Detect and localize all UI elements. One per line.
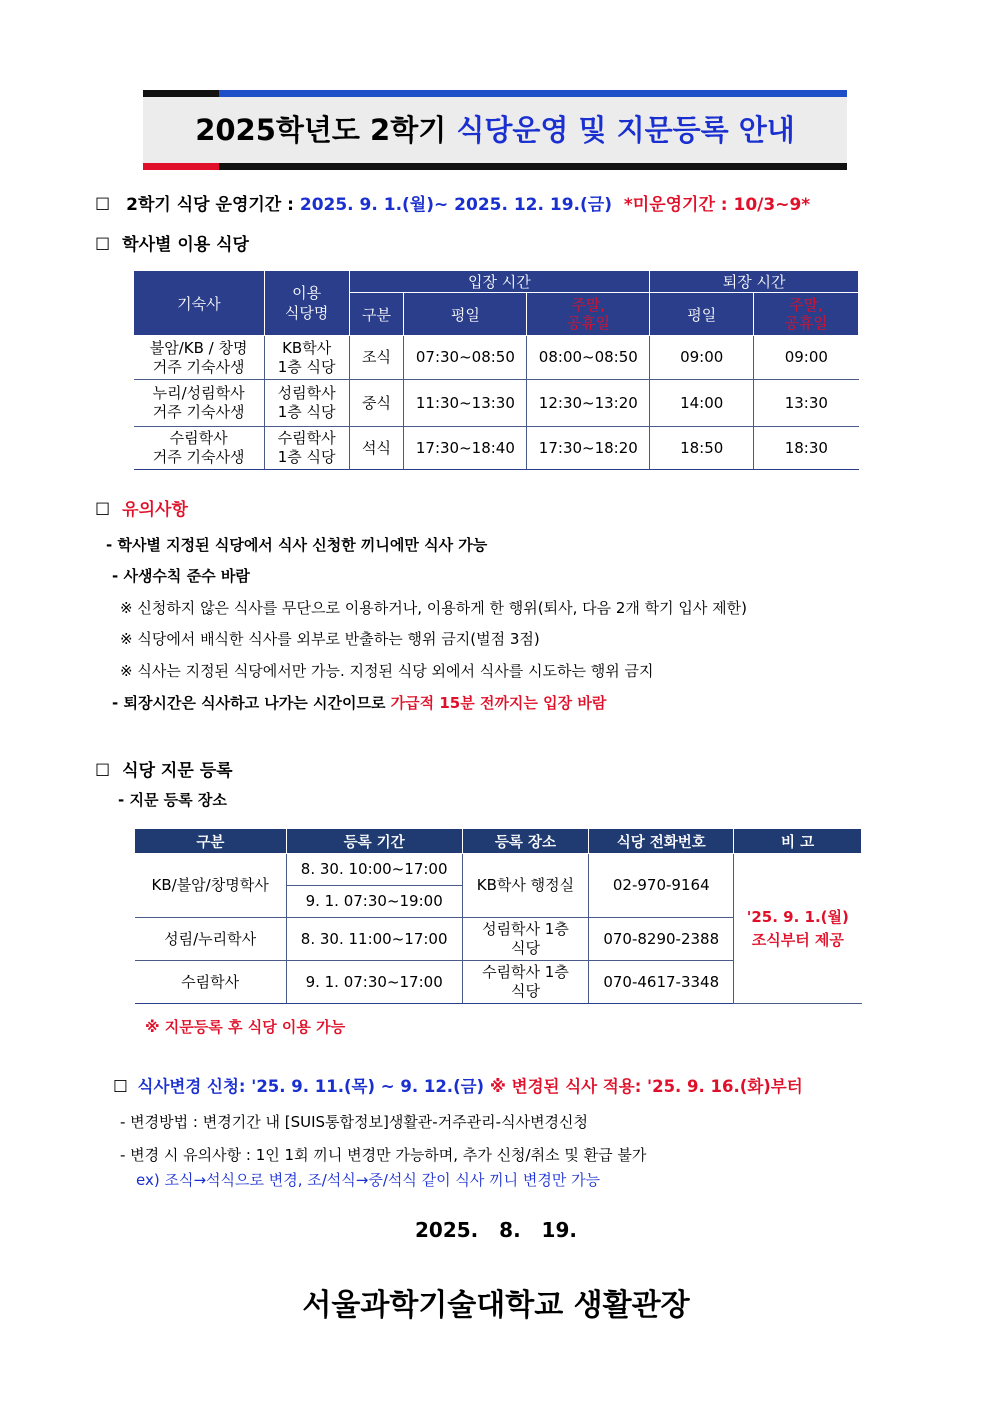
change-applied: ※ 변경된 식사 적용: '25. 9. 16.(화)부터 (489, 1077, 803, 1096)
notice-heading-label: 유의사항 (122, 500, 188, 520)
document-date: 2025. 8. 19. (415, 1218, 577, 1242)
checkbox-icon: ☐ (95, 500, 111, 520)
fp-header-place: 등록 장소 (462, 829, 589, 854)
fingerprint-sub: - 지문 등록 장소 (118, 791, 227, 809)
organization-name: 서울과학기술대학교 생활관장 (302, 1288, 690, 1323)
header-type: 구분 (349, 293, 404, 336)
cell-cafeteria: 수림학사 1층 식당 (264, 427, 349, 470)
cell-dorm: 누리/성림학사 거주 기숙사생 (134, 380, 265, 427)
header-entry-weekend: 주말, 공휴일 (527, 293, 650, 336)
cell-dorm: 불암/KB / 창명 거주 기숙사생 (134, 336, 265, 380)
fp-cell-period: 8. 30. 11:00~17:00 (286, 918, 462, 961)
title-bottom-bar (143, 163, 847, 170)
header-exit-weekend: 주말, 공휴일 (754, 293, 859, 336)
fp-cell-name: 수림학사 (135, 961, 287, 1004)
table-row (134, 380, 859, 427)
cell-cafeteria: 성림학사 1층 식당 (264, 380, 349, 427)
dining-schedule-table (133, 270, 859, 470)
header-entry: 입장 시간 (349, 271, 650, 293)
fp-cell-phone: 02-970-9164 (589, 854, 734, 918)
title-blue: 식당운영 및 지문등록 안내 (456, 113, 795, 147)
change-heading (113, 1073, 803, 1097)
period-range: 2025. 9. 1.(월)~ 2025. 12. 19.(금) (299, 195, 612, 215)
fp-header-type: 구분 (135, 829, 287, 854)
cell-exit-weekend: 13:30 (754, 380, 859, 427)
header-exit: 퇴장 시간 (650, 271, 859, 293)
period-label: 2학기 식당 운영기간 : (126, 195, 300, 215)
fp-cell-phone: 070-4617-3348 (589, 961, 734, 1004)
checkbox-icon: ☐ (95, 761, 111, 781)
checkbox-icon: ☐ (113, 1077, 128, 1096)
notice-line-4: ※ 식당에서 배식한 식사를 외부로 반출하는 행위 금지(벌점 3점) (120, 630, 540, 648)
fp-cell-name: 성림/누리학사 (135, 918, 287, 961)
fingerprint-table (134, 828, 862, 1004)
cell-entry-weekend: 08:00~08:50 (527, 336, 650, 380)
change-line-1: - 변경방법 : 변경기간 내 [SUIS통합정보]생활관-거주관리-식사변경신청 (120, 1113, 589, 1131)
header-exit-weekday: 평일 (650, 293, 754, 336)
cell-meal: 조식 (349, 336, 404, 380)
change-line-2: - 변경 시 유의사항 : 1인 1회 끼니 변경만 가능하며, 추가 신청/취소 및 환급 불가 (120, 1146, 647, 1164)
notice-line-1: - 학사별 지정된 식당에서 식사 신청한 끼니에만 식사 가능 (106, 536, 488, 554)
fp-cell-name: KB/불암/창명학사 (135, 854, 287, 918)
notice-line-3: ※ 신청하지 않은 식사를 무단으로 이용하거나, 이용하게 한 행위(퇴사, 다음 2개 학기 입사 제한) (120, 599, 747, 617)
dining-heading-label: 학사별 이용 식당 (122, 235, 249, 255)
cell-exit-weekday: 09:00 (650, 336, 754, 380)
fp-cell-period: 9. 1. 07:30~19:00 (286, 886, 462, 918)
table-row (135, 854, 862, 886)
title-top-bar (143, 90, 847, 97)
fp-cell-note: '25. 9. 1.(월) 조식부터 제공 (734, 854, 862, 1004)
change-line-3: ex) 조식→석식으로 변경, 조/석식→중/석식 같이 식사 끼니 변경만 가능 (136, 1171, 601, 1189)
header-cafeteria: 이용 식당명 (264, 271, 349, 336)
fingerprint-heading (95, 756, 233, 781)
cell-dorm: 수림학사 거주 기숙사생 (134, 427, 265, 470)
cell-entry-weekday: 17:30~18:40 (404, 427, 527, 470)
title-black: 2025학년도 2학기 (195, 113, 457, 147)
fp-cell-place: 성림학사 1층 식당 (462, 918, 589, 961)
page-title (143, 97, 847, 163)
notice-line-5: ※ 식사는 지정된 식당에서만 가능. 지정된 식당 외에서 식사를 시도하는 행위 금지 (120, 662, 654, 680)
header-entry-weekday: 평일 (404, 293, 527, 336)
notice-line-6b: 가급적 15분 전까지는 입장 바람 (390, 694, 607, 712)
fp-cell-phone: 070-8290-2388 (589, 918, 734, 961)
fp-header-note: 비 고 (734, 829, 862, 854)
cell-entry-weekend: 17:30~18:20 (527, 427, 650, 470)
table-row (134, 427, 859, 470)
checkbox-icon: ☐ (95, 235, 111, 255)
fp-cell-place: 수림학사 1층 식당 (462, 961, 589, 1004)
fp-cell-period: 9. 1. 07:30~17:00 (286, 961, 462, 1004)
cell-entry-weekday: 11:30~13:30 (404, 380, 527, 427)
cell-entry-weekend: 12:30~13:20 (527, 380, 650, 427)
cell-exit-weekend: 18:30 (754, 427, 859, 470)
closed-period: *미운영기간 : 10/3~9* (623, 195, 811, 215)
notice-line-6a: - 퇴장시간은 식사하고 나가는 시간이므로 (112, 694, 391, 712)
cell-cafeteria: KB학사 1층 식당 (264, 336, 349, 380)
change-label: 식사변경 신청: '25. 9. 11.(목) ~ 9. 12.(금) (137, 1077, 490, 1096)
cell-entry-weekday: 07:30~08:50 (404, 336, 527, 380)
notice-line-2: - 사생수칙 준수 바람 (112, 567, 250, 585)
cell-meal: 중식 (349, 380, 404, 427)
fingerprint-heading-label: 식당 지문 등록 (122, 761, 233, 781)
notice-heading (95, 495, 188, 520)
dining-heading (95, 230, 249, 255)
fp-header-period: 등록 기간 (286, 829, 462, 854)
notice-line-6 (112, 692, 606, 713)
cell-meal: 석식 (349, 427, 404, 470)
fp-cell-period: 8. 30. 10:00~17:00 (286, 854, 462, 886)
fp-cell-place: KB학사 행정실 (462, 854, 589, 918)
checkbox-icon: ☐ (95, 195, 111, 215)
cell-exit-weekend: 09:00 (754, 336, 859, 380)
table-row (134, 336, 859, 380)
cell-exit-weekday: 18:50 (650, 427, 754, 470)
header-dorm: 기숙사 (134, 271, 265, 336)
fingerprint-footnote: ※ 지문등록 후 식당 이용 가능 (145, 1018, 346, 1036)
operation-period (95, 190, 810, 215)
fp-header-phone: 식당 전화번호 (589, 829, 734, 854)
cell-exit-weekday: 14:00 (650, 380, 754, 427)
